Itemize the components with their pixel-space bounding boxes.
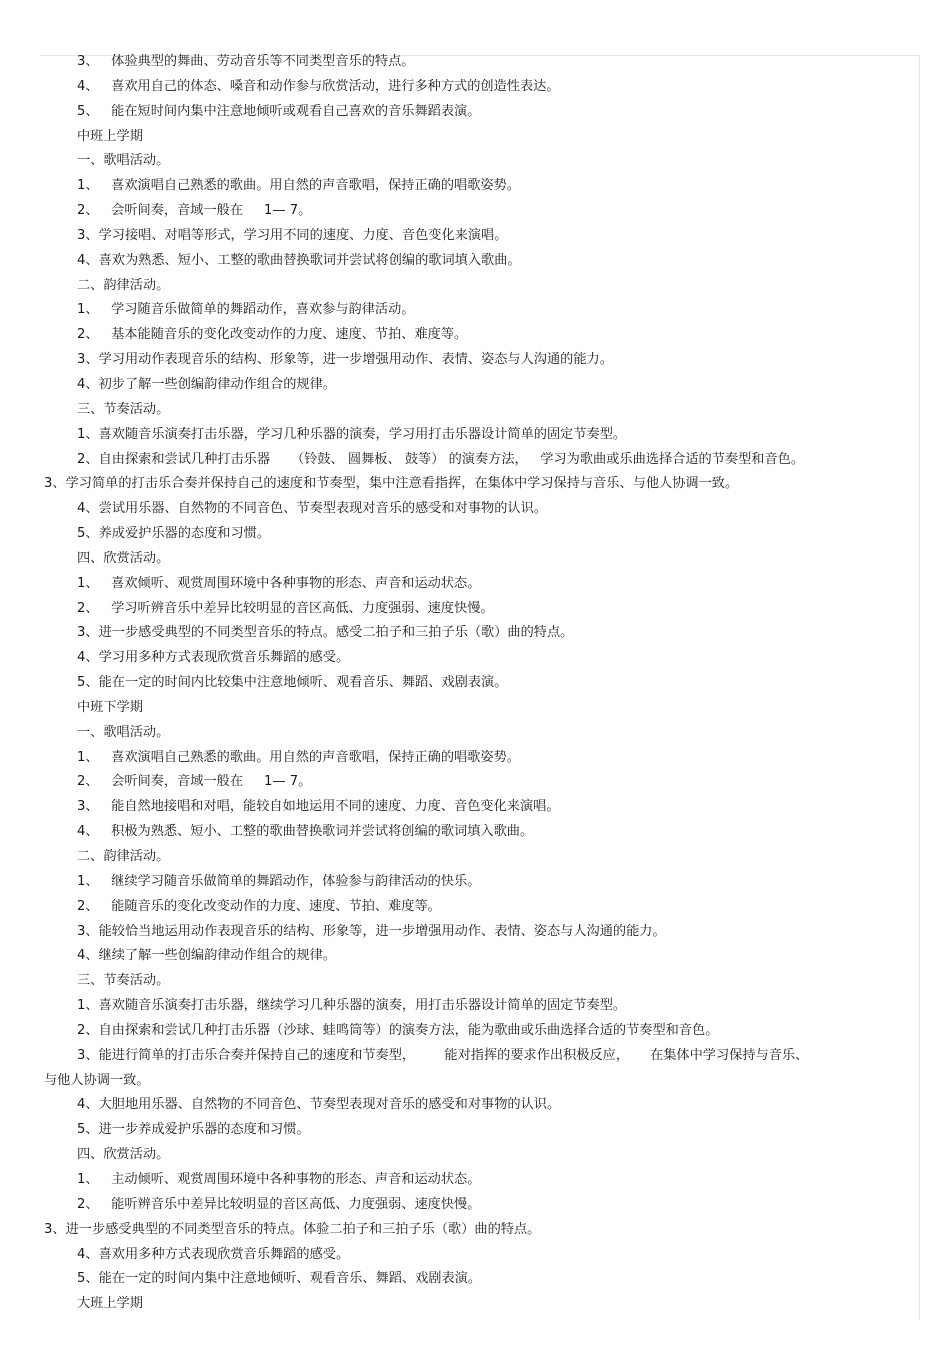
text-line: 三、节奏活动。	[77, 973, 170, 989]
text-line: 4、学习用多种方式表现欣赏音乐舞蹈的感受。	[77, 650, 350, 666]
text-line: 1、 喜欢倾听、观赏周围环境中各种事物的形态、声音和运动状态。	[77, 575, 481, 591]
text-line: 4、喜欢为熟悉、短小、工整的歌曲替换歌词并尝试将创编的歌词填入歌曲。	[77, 252, 521, 268]
text-line: 3、学习接唱、对唱等形式，学习用不同的速度、力度、音色变化来演唱。	[77, 227, 508, 243]
text-line: 四、欣赏活动。	[77, 550, 170, 566]
text-line: 3、学习简单的打击乐合奏并保持自己的速度和节奏型，集中注意看指挥，在集体中学习保持与音乐、与他人协调一致。	[44, 476, 739, 492]
text-line: 2、 会听间奏，音域一般在 1— 7。	[77, 774, 312, 790]
text-line: 4、尝试用乐器、自然物的不同音色、节奏型表现对音乐的感受和对事物的认识。	[77, 501, 547, 517]
text-line: 1、喜欢随音乐演奏打击乐器，继续学习几种乐器的演奏，用打击乐器设计简单的固定节奏型。	[77, 998, 627, 1014]
text-line: 4、初步了解一些创编韵律动作组合的规律。	[77, 376, 336, 392]
text-line: 一、歌唱活动。	[77, 724, 170, 740]
text-line: 3、 能自然地接唱和对唱，能较自如地运用不同的速度、力度、音色变化来演唱。	[77, 799, 560, 815]
text-line: 大班上学期	[77, 1296, 143, 1312]
text-line: 中班下学期	[77, 699, 143, 715]
text-line: 5、 能在短时间内集中注意地倾听或观看自己喜欢的音乐舞蹈表演。	[77, 103, 481, 119]
text-line: 2、自由探索和尝试几种打击乐器（沙球、蛙鸣筒等）的演奏方法，能为歌曲或乐曲选择合适的节奏型和音色。	[77, 1022, 719, 1038]
text-line: 5、能在一定的时间内集中注意地倾听、观看音乐、舞蹈、戏剧表演。	[77, 1271, 482, 1287]
document-body	[0, 50, 950, 1317]
text-line: 5、进一步养成爱护乐器的态度和习惯。	[77, 1122, 310, 1138]
text-line: 2、 会听间奏，音域一般在 1— 7。	[77, 203, 312, 219]
text-line: 1、喜欢随音乐演奏打击乐器，学习几种乐器的演奏，学习用打击乐器设计简单的固定节奏型。	[77, 426, 627, 442]
text-line: 2、 学习听辨音乐中差异比较明显的音区高低、力度强弱、速度快慢。	[77, 600, 494, 616]
text-line: 3、能较恰当地运用动作表现音乐的结构、形象等，进一步增强用动作、表情、姿态与人沟通的能力。	[77, 923, 666, 939]
text-line: 3、进一步感受典型的不同类型音乐的特点。体验二拍子和三拍子乐（歌）曲的特点。	[44, 1221, 541, 1237]
text-line: 与他人协调一致。	[44, 1072, 150, 1088]
text-line: 二、韵律活动。	[77, 849, 170, 864]
text-line: 2、 能听辨音乐中差异比较明显的音区高低、力度强弱、速度快慢。	[77, 1196, 481, 1212]
text-line: 2、 能随音乐的变化改变动作的力度、速度、节拍、难度等。	[77, 898, 441, 914]
text-line: 4、 积极为熟悉、短小、工整的歌曲替换歌词并尝试将创编的歌词填入歌曲。	[77, 824, 534, 840]
text-line: 4、大胆地用乐器、自然物的不同音色、节奏型表现对音乐的感受和对事物的认识。	[77, 1097, 561, 1113]
text-line: 2、 基本能随音乐的变化改变动作的力度、速度、节拍、难度等。	[77, 327, 468, 343]
text-line: 3、能进行简单的打击乐合奏并保持自己的速度和节奏型， 能对指挥的要求作出积极反应， 在集体中学习保持与音乐、	[77, 1047, 809, 1063]
text-line: 一、歌唱活动。	[77, 153, 170, 169]
text-line: 4、喜欢用多种方式表现欣赏音乐舞蹈的感受。	[77, 1246, 350, 1262]
text-line: 1、 喜欢演唱自己熟悉的歌曲。用自然的声音歌唱，保持正确的唱歌姿势。	[77, 749, 520, 765]
text-line: 中班上学期	[77, 128, 143, 144]
text-line: 四、欣赏活动。	[77, 1147, 170, 1163]
text-line: 5、养成爱护乐器的态度和习惯。	[77, 526, 271, 542]
text-line: 4、继续了解一些创编韵律动作组合的规律。	[77, 948, 336, 964]
text-line: 二、韵律活动。	[77, 277, 170, 293]
text-line: 3、 体验典型的舞曲、劳动音乐等不同类型音乐的特点。	[77, 54, 415, 69]
text-line: 4、 喜欢用自己的体态、嗓音和动作参与欣赏活动，进行多种方式的创造性表达。	[77, 78, 560, 94]
text-line: 2、自由探索和尝试几种打击乐器 （铃鼓、 圆舞板、 鼓等） 的演奏方法， 学习为歌曲或乐曲选择合适的节奏型和音色。	[77, 451, 805, 467]
text-line: 3、学习用动作表现音乐的结构、形象等，进一步增强用动作、表情、姿态与人沟通的能力。	[77, 352, 613, 368]
text-line: 1、 喜欢演唱自己熟悉的歌曲。用自然的声音歌唱，保持正确的唱歌姿势。	[77, 178, 520, 194]
text-line: 1、 继续学习随音乐做简单的舞蹈动作，体验参与韵律活动的快乐。	[77, 873, 481, 889]
text-line: 三、节奏活动。	[77, 401, 170, 417]
text-line: 1、 主动倾听、观赏周围环境中各种事物的形态、声音和运动状态。	[77, 1171, 481, 1187]
text-line: 5、能在一定的时间内比较集中注意地倾听、观看音乐、舞蹈、戏剧表演。	[77, 675, 508, 691]
text-line: 1、 学习随音乐做简单的舞蹈动作，喜欢参与韵律活动。	[77, 302, 415, 318]
text-line: 3、进一步感受典型的不同类型音乐的特点。感受二拍子和三拍子乐（歌）曲的特点。	[77, 625, 574, 641]
